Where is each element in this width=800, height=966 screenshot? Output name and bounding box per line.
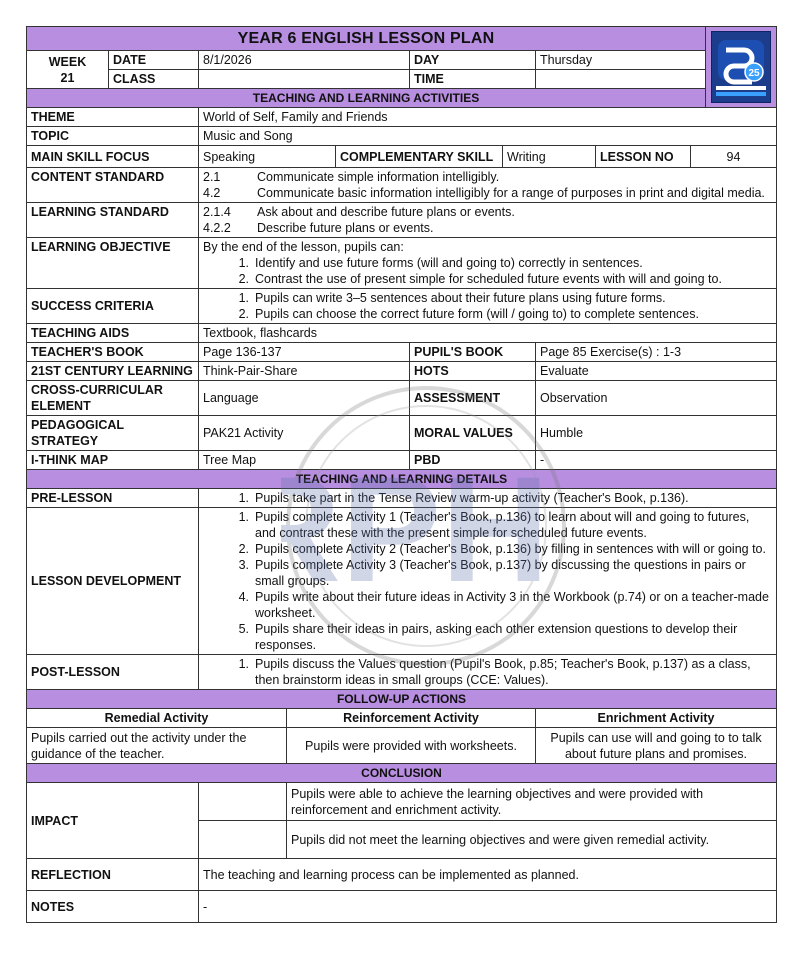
day-value: Thursday [536,51,706,70]
item-text: Pupils can write 3–5 sentences about their future plans using future forms. [255,291,666,305]
standard-code: 2.1 [203,170,221,184]
item-number: 5. [238,622,249,636]
page-title: YEAR 6 ENGLISH LESSON PLAN [27,27,706,51]
cross-curricular-value: Language [199,381,410,416]
pedagogical-strategy-label: PEDAGOGICAL STRATEGY [27,416,199,451]
assessment-value: Observation [536,381,777,416]
lesson-no-label: LESSON NO [596,146,691,168]
lesson-plan-table [26,26,777,923]
theme-label: THEME [27,108,199,127]
development-item [203,509,772,541]
standard-text: Communicate basic information intelligibly for a range of purposes in print and digital media. [257,186,765,200]
post-lesson-list [199,655,777,690]
development-item [203,589,772,621]
impact-no-text: Pupils did not meet the learning objectives and were given remedial activity. [287,821,777,859]
learning-objective-label: LEARNING OBJECTIVE [27,238,199,289]
week-label: WEEK [48,54,87,69]
item-text: Contrast the use of present simple for scheduled future events with will and going to. [255,272,722,286]
item-text: Pupils take part in the Tense Review warm-up activity (Teacher's Book, p.136). [255,491,689,505]
post-lesson-item [203,656,772,688]
development-item [203,557,772,589]
theme-value: World of Self, Family and Friends [199,108,777,127]
impact-yes-checkbox[interactable] [199,783,287,821]
item-number: 1. [238,657,249,671]
item-text: Pupils can choose the correct future form (will / going to) to complete sentences. [255,307,699,321]
item-text: Pupils share their ideas in pairs, asking each other extension questions to develop their responses. [255,622,738,652]
teachers-book-value: Page 136-137 [199,343,410,362]
item-number: 1. [238,510,249,524]
day-label: DAY [410,51,536,70]
item-number: 2. [238,542,249,556]
impact-no-checkbox[interactable] [199,821,287,859]
learning-standard-list [199,203,777,238]
reflection-label: REFLECTION [27,859,199,891]
assessment-label: ASSESSMENT [410,381,536,416]
hots-label: HOTS [410,362,536,381]
pre-lesson-label: PRE-LESSON [27,489,199,508]
standard-text: Ask about and describe future plans or events. [257,205,515,219]
time-value [536,70,706,89]
objective-item [203,271,772,287]
ithink-map-label: I-THINK MAP [27,451,199,470]
moral-values-label: MORAL VALUES [410,416,536,451]
notes-label: NOTES [27,891,199,923]
pre-lesson-list [199,489,777,508]
topic-label: TOPIC [27,127,199,146]
item-number: 1. [238,291,249,305]
teachers-book-label: TEACHER'S BOOK [27,343,199,362]
success-item [203,290,772,306]
hots-value: Evaluate [536,362,777,381]
success-item [203,306,772,322]
lesson-plan-sheet [26,26,776,923]
item-text: Identify and use future forms (will and going to) correctly in sentences. [255,256,643,270]
learning-standard-item [203,204,772,220]
item-number: 2. [238,272,249,286]
school-logo [706,27,777,108]
c21-value: Think-Pair-Share [199,362,410,381]
development-item [203,541,772,557]
item-number: 1. [238,491,249,505]
main-skill-value: Speaking [199,146,336,168]
teaching-aids-label: TEACHING AIDS [27,324,199,343]
standard-code: 2.1.4 [203,205,231,219]
class-label: CLASS [109,70,199,89]
reinforcement-heading: Reinforcement Activity [287,709,536,728]
main-skill-label: MAIN SKILL FOCUS [27,146,199,168]
learning-standard-label: LEARNING STANDARD [27,203,199,238]
standard-text: Describe future plans or events. [257,221,434,235]
lesson-development-list [199,508,777,655]
pupils-book-value: Page 85 Exercise(s) : 1-3 [536,343,777,362]
moral-values-value: Humble [536,416,777,451]
development-item [203,621,772,653]
standard-code: 4.2 [203,186,221,200]
week-value: 21 [60,70,75,85]
success-criteria-label: SUCCESS CRITERIA [27,289,199,324]
pupils-book-label: PUPIL'S BOOK [410,343,536,362]
ithink-map-value: Tree Map [199,451,410,470]
comp-skill-value: Writing [503,146,596,168]
item-text: Pupils complete Activity 3 (Teacher's Book, p.137) by discussing the questions in pairs or small groups. [255,558,746,588]
content-standard-label: CONTENT STANDARD [27,168,199,203]
pbd-value: - [536,451,777,470]
section-follow-up: FOLLOW-UP ACTIONS [27,690,777,709]
item-number: 2. [238,307,249,321]
reinforcement-text: Pupils were provided with worksheets. [287,728,536,764]
item-text: Pupils discuss the Values question (Pupil's Book, p.85; Teacher's Book, p.137) as a class, then brainstorm ideas in small groups (CCE: Values). [255,657,751,687]
item-text: Pupils complete Activity 2 (Teacher's Book, p.136) by filling in sentences with will or going to. [255,542,766,556]
section-teaching-details: TEACHING AND LEARNING DETAILS [27,470,777,489]
item-number: 3. [238,558,249,572]
topic-value: Music and Song [199,127,777,146]
reflection-value: The teaching and learning process can be implemented as planned. [199,859,777,891]
section-teaching-activities: TEACHING AND LEARNING ACTIVITIES [27,89,706,108]
impact-label: IMPACT [27,783,199,859]
school-logo-icon [711,31,771,103]
pbd-label: PBD [410,451,536,470]
item-text: Pupils write about their future ideas in Activity 3 in the Workbook (p.74) or on a teacher-made worksheet. [255,590,769,620]
time-label: TIME [410,70,536,89]
remedial-text: Pupils carried out the activity under the guidance of the teacher. [27,728,287,764]
section-conclusion: CONCLUSION [27,764,777,783]
item-number: 4. [238,590,249,604]
c21-label: 21ST CENTURY LEARNING [27,362,199,381]
lesson-no-value: 94 [691,146,777,168]
logo-number: 25 [748,68,760,79]
success-criteria-list [199,289,777,324]
objective-item [203,255,772,271]
date-label: DATE [109,51,199,70]
standard-text: Communicate simple information intelligibly. [257,170,500,184]
week-cell [27,51,109,89]
item-number: 1. [238,256,249,270]
item-text: Pupils complete Activity 1 (Teacher's Book, p.136) to learn about will and going to futures, and contrast these with the present simple for scheduled future events. [255,510,750,540]
objective-intro: By the end of the lesson, pupils can: [203,240,404,254]
notes-value: - [199,891,777,923]
watermark-text: RPH [281,445,550,613]
learning-objective-list [199,238,777,289]
remedial-heading: Remedial Activity [27,709,287,728]
learning-standard-item [203,220,772,236]
cross-curricular-label: CROSS-CURRICULAR ELEMENT [27,381,199,416]
teaching-aids-value: Textbook, flashcards [199,324,777,343]
impact-yes-text: Pupils were able to achieve the learning objectives and were provided with reinforcement and enrichment activity. [287,783,777,821]
enrichment-text: Pupils can use will and going to to talk about future plans and promises. [536,728,777,764]
date-value: 8/1/2026 [199,51,410,70]
content-standard-item [203,169,772,185]
lesson-development-label: LESSON DEVELOPMENT [27,508,199,655]
comp-skill-label: COMPLEMENTARY SKILL [336,146,503,168]
content-standard-item [203,185,772,201]
class-value [199,70,410,89]
pre-lesson-item [203,490,772,506]
content-standard-list [199,168,777,203]
enrichment-heading: Enrichment Activity [536,709,777,728]
pedagogical-strategy-value: PAK21 Activity [199,416,410,451]
post-lesson-label: POST-LESSON [27,655,199,690]
standard-code: 4.2.2 [203,221,231,235]
